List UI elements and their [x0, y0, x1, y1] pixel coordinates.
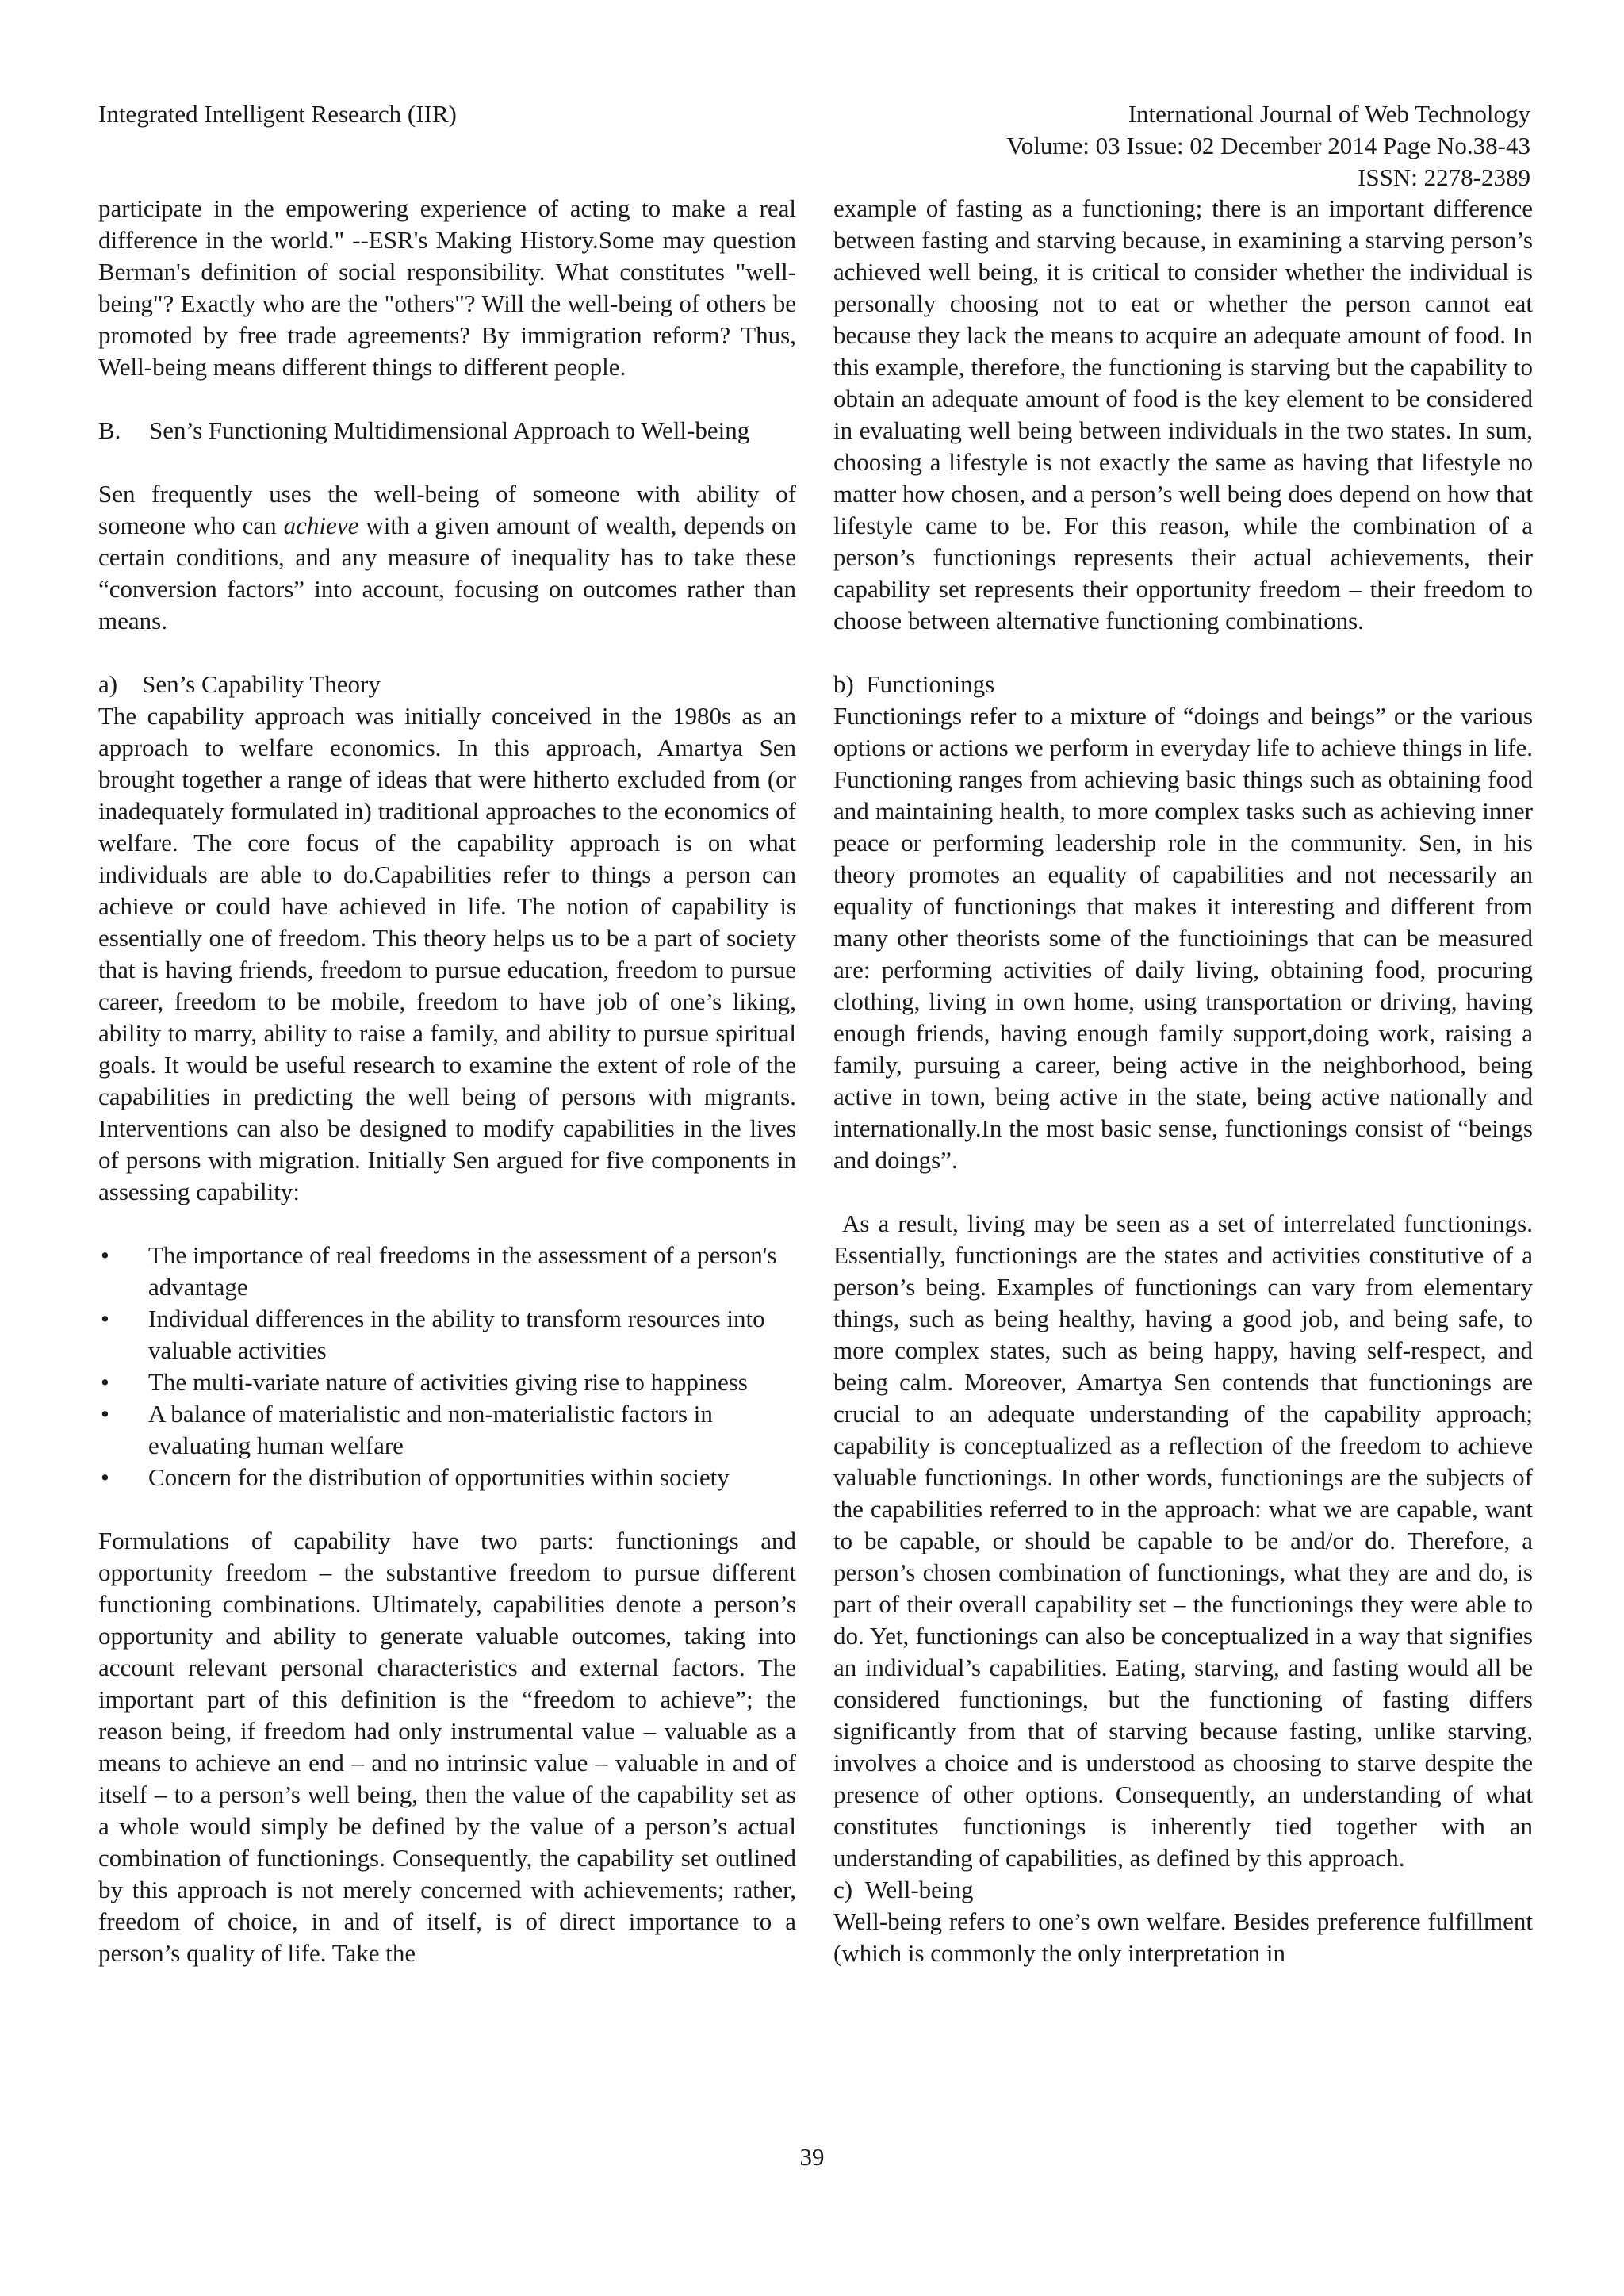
- paragraph: Formulations of capability have two parts: functionings and opportunity freedom – the substantive freedom to pursue different functioning combinations. Ultimately, capabilities denote a person’s opportunity and ability to generate valuable outcomes, taking into account relevant personal characteristics and external factors. The important part of this definition is the “freedom to achieve”; the reason being, if freedom had only instrumental value – valuable as a means to achieve an end – and no intrinsic value – valuable in and of itself – to a person’s well being, then the value of the capability set as a whole would simply be defined by the value of a person’s actual combination of functionings. Consequently, the capability set outlined by this approach is not merely concerned with achievements; rather, freedom of choice, in and of itself, is of direct importance to a person’s quality of life. Take the: [98, 1527, 796, 1967]
- bullet-icon: •: [101, 1368, 109, 1396]
- page-number: 39: [799, 2143, 825, 2171]
- paragraph: example of fasting as a functioning; there is an important difference between fasting and starving because, in examining a starving person’s achieved well being, it is critical to consider whether the individual is personally choosing not to eat or whether the person cannot eat because they lack the means to acquire an adequate amount of food. In this example, therefore, the functioning is starving but the capability to obtain an adequate amount of food is the key element to be considered in evaluating well being between individuals in the two states. In sum, choosing a lifestyle is not exactly the same as having that lifestyle no matter how chosen, and a person’s well being does depend on how that lifestyle came to be. For this reason, while the combination of a person’s functionings represents their actual achievements, their capability set represents their opportunity freedom – their freedom to choose between alternative functioning combinations.: [833, 194, 1533, 634]
- paragraph: The capability approach was initially conceived in the 1980s as an approach to welfare economics. In this approach, Amartya Sen brought together a range of ideas that were hitherto excluded from (or inadequately formulated in) traditional approaches to the economics of welfare. The core focus of the capability approach is on what individuals are able to do.Capabilities refer to things a person can achieve or could have achieved in life. The notion of capability is essentially one of freedom. This theory helps us to be a part of society that is having friends, freedom to pursue education, freedom to pursue career, freedom to be mobile, freedom to have job of one’s liking, ability to marry, ability to raise a family, and ability to pursue spiritual goals. It would be useful research to examine the extent of role of the capabilities in predicting the well being of persons with migrants. Interventions can also be designed to modify capabilities in the lives of persons with migration. Initially Sen argued for five components in assessing capability:: [98, 702, 796, 1205]
- list-item: • Individual differences in the ability to transform resources into valuable activities: [101, 1305, 765, 1364]
- journal-title: International Journal of Web Technology: [1128, 100, 1530, 128]
- subsection-heading-c: c) Well-being: [833, 1876, 974, 1903]
- issn: ISSN: 2278-2389: [1358, 163, 1530, 191]
- paragraph: Well-being refers to one’s own welfare. Besides preference fulfillment (which is commonly the only interpretation in: [833, 1907, 1533, 1967]
- bullet-list: [98, 1240, 796, 1493]
- emphasis: achieve: [283, 512, 359, 539]
- paragraph: Functionings refer to a mixture of “doings and beings” or the various options or actions we perform in everyday life to achieve things in life. Functioning ranges from achieving basic things such as obtaining food and maintaining health, to more complex tasks such as achieving inner peace or performing leadership role in the community. Sen, in his theory promotes an equality of capabilities and not necessarily an equality of functionings that makes it interesting and different from many other theorists some of the functioinings that can be measured are: performing activities of daily living, obtaining food, procuring clothing, living in own home, using transportation or driving, having enough friends, having enough family support,doing work, raising a family, pursuing a career, being active in the neighborhood, being active in town, being active in the state, being active nationally and internationally.In the most basic sense, functionings consist of “beings and doings”.: [833, 702, 1533, 1174]
- list-item: • The importance of real freedoms in the assessment of a person's advantage: [101, 1241, 777, 1301]
- section-number: B.: [98, 416, 121, 444]
- bullet-icon: •: [101, 1305, 109, 1332]
- left-column: [98, 193, 796, 1969]
- paragraph: participate in the empowering experience of acting to make a real difference in the world." --ESR's Making History.Some may question Berman's definition of social responsibility. What constitutes "well-being"? Exactly who are the "others"? Will the well-being of others be promoted by free trade agreements? By immigration reform? Thus, Well-being means different things to different people.: [98, 194, 796, 381]
- subsection-heading-a: a) Sen’s Capability Theory: [98, 670, 381, 698]
- paragraph: As a result, living may be seen as a set of interrelated functionings. Essentially, functionings are the states and activities constitutive of a person’s being. Examples of functionings can vary from elementary things, such as being healthy, having a good job, and being safe, to more complex states, such as being happy, having self-respect, and being calm. Moreover, Amartya Sen contends that functionings are crucial to an adequate understanding of the capability approach; capability is conceptualized as a reflection of the freedom to achieve valuable functionings. In other words, functionings are the subjects of the capabilities referred to in the approach: what we are capable, want to be capable, or should be capable to be and/or do. Therefore, a person’s chosen combination of functionings, what they are and do, is part of their overall capability set – the functionings they were able to do. Yet, functionings can also be conceptualized in a way that signifies an individual’s capabilities. Eating, starving, and fasting would all be considered functionings, but the functioning of fasting differs significantly from that of starving because fasting, unlike starving, involves a choice and is understood as choosing to starve despite the presence of other options. Consequently, an understanding of what constitutes functionings is inherently tied together with an understanding of capabilities, as defined by this approach.: [833, 1209, 1533, 1872]
- running-header-right: [817, 98, 1530, 194]
- section-heading-b: [98, 415, 796, 447]
- volume-info: Volume: 03 Issue: 02 December 2014 Page No.38-43: [1006, 132, 1530, 159]
- paragraph: Sen frequently uses the well-being of someone with ability of someone who can achieve with a given amount of wealth, depends on certain conditions, and any measure of inequality has to take these “conversion factors” into account, focusing on outcomes rather than means.: [98, 480, 796, 634]
- section-title: Sen’s Functioning Multidimensional Approach to Well-being: [149, 416, 750, 444]
- bullet-icon: •: [101, 1241, 109, 1269]
- running-header-left: Integrated Intelligent Research (IIR): [98, 100, 457, 128]
- list-item: • Concern for the distribution of opportunities within society: [98, 1462, 796, 1493]
- bullet-icon: •: [101, 1463, 109, 1491]
- list-item: • The multi-variate nature of activities giving rise to happiness: [98, 1366, 796, 1398]
- bullet-icon: •: [101, 1400, 109, 1428]
- subsection-heading-b: b) Functionings: [833, 670, 995, 698]
- right-column: [833, 193, 1533, 1969]
- list-item: • A balance of materialistic and non-materialistic factors in evaluating human welfare: [101, 1400, 713, 1459]
